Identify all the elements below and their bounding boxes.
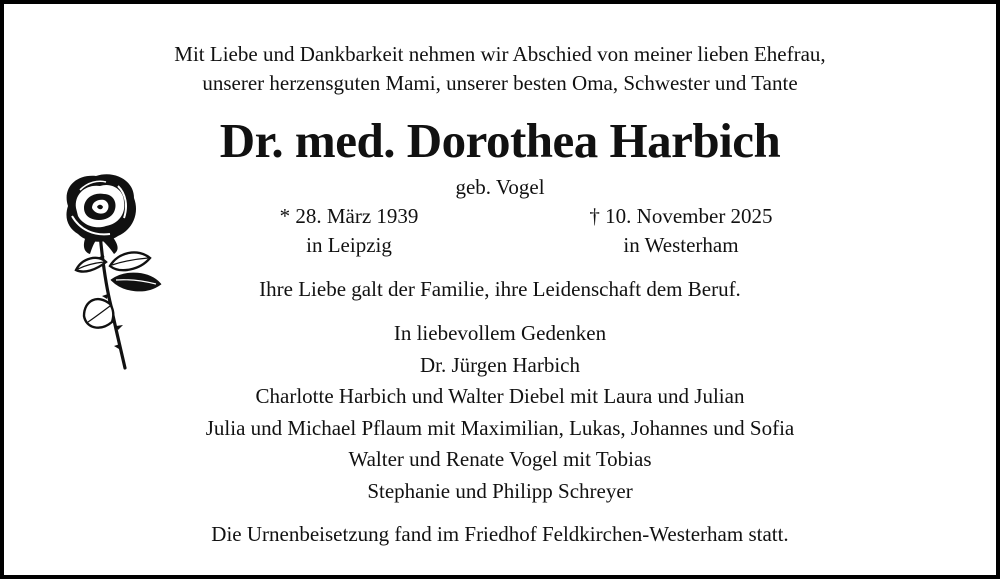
rose-icon [54,166,169,376]
mourner-line: In liebevollem Gedenken [393,321,607,345]
mourner-line: Dr. Jürgen Harbich [420,352,580,377]
birth-place: in Leipzig [306,233,392,257]
birth-block [199,202,499,260]
death-date: † 10. November 2025 [589,204,773,228]
burial-note: Die Urnenbeisetzung fand im Friedhof Feldkirchen-Westerham statt. [211,522,789,546]
death-place: in Westerham [623,233,739,257]
mourner-line: Walter und Renate Vogel mit Tobias [348,447,652,471]
mourner-line: Charlotte Harbich und Walter Diebel mit Laura und Julian [255,384,745,408]
mourner-line: Stephanie und Philipp Schreyer [367,478,633,503]
intro-line-2: unserer herzensguten Mami, unserer besten Oma, Schwester und Tante [202,71,798,95]
death-block [531,202,831,260]
intro-line-1: Mit Liebe und Dankbarkeit nehmen wir Abschied von meiner lieben Ehefrau, [174,42,826,66]
birth-name: geb. Vogel [455,175,545,199]
birth-date: * 28. März 1939 [279,204,419,228]
mourner-line: Julia und Michael Pflaum mit Maximilian, Lukas, Johannes und Sofia [205,415,795,440]
tribute-line: Ihre Liebe galt der Familie, ihre Leidenschaft dem Beruf. [259,277,741,301]
deceased-name: Dr. med. Dorothea Harbich [219,113,781,168]
